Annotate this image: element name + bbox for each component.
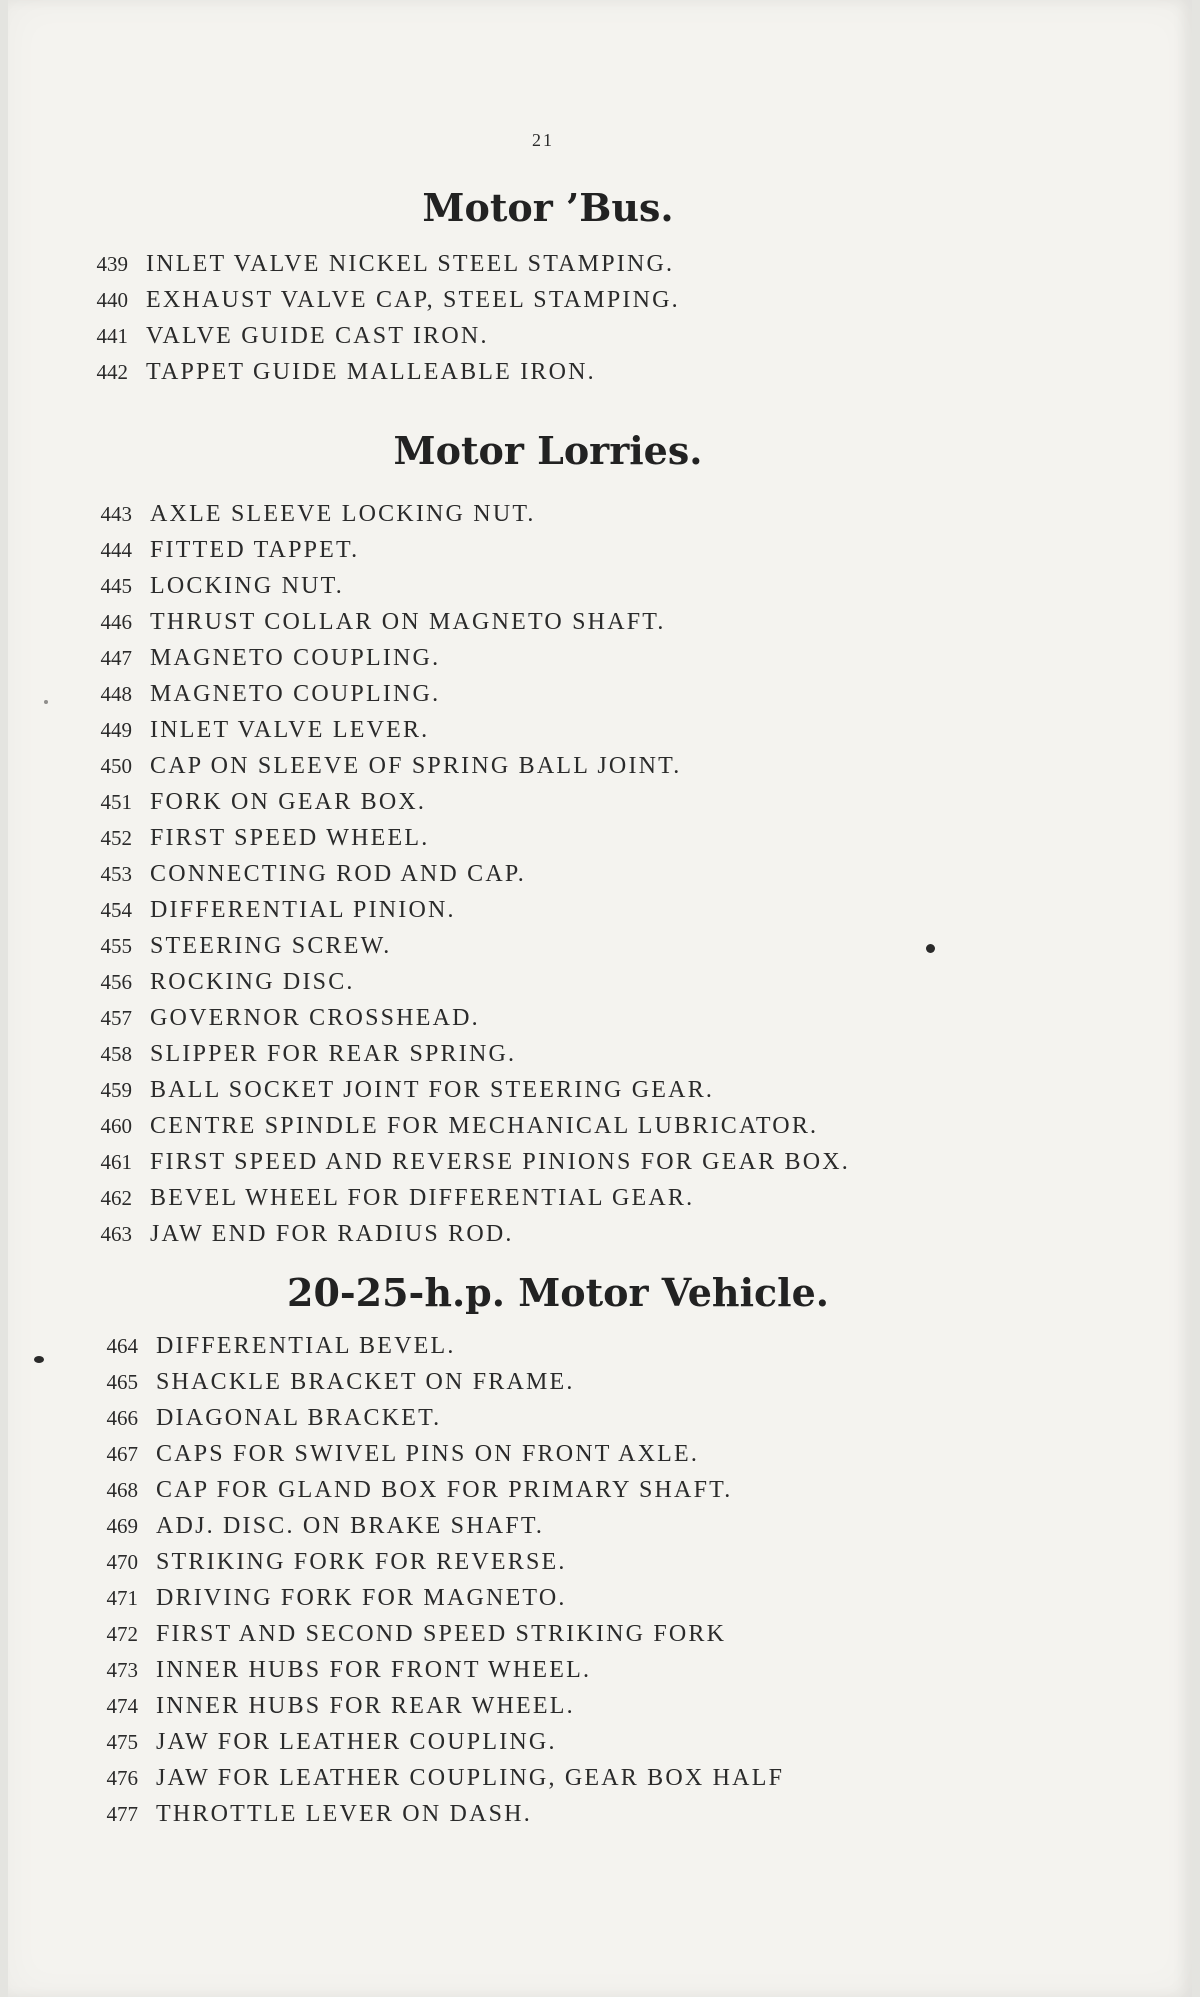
section-title-20-25-hp-motor-vehicle: 20-25-h.p. Motor Vehicle. — [287, 1270, 829, 1315]
list-item — [84, 1072, 850, 1108]
item-number: 464 — [106, 1334, 138, 1358]
item-description: BEVEL WHEEL FOR DIFFERENTIAL GEAR. — [150, 1185, 695, 1211]
item-number: 441 — [96, 324, 128, 348]
list-item — [90, 1580, 784, 1616]
list-item — [84, 820, 850, 856]
page-number: 21 — [532, 130, 554, 150]
item-description: JAW FOR LEATHER COUPLING. — [156, 1729, 557, 1755]
item-number: 475 — [106, 1730, 138, 1754]
list-item — [90, 1724, 784, 1760]
item-number: 453 — [100, 862, 132, 886]
item-number: 471 — [106, 1586, 138, 1610]
item-description: CAP ON SLEEVE OF SPRING BALL JOINT. — [150, 753, 682, 779]
item-description: INNER HUBS FOR FRONT WHEEL. — [156, 1657, 592, 1683]
item-description: AXLE SLEEVE LOCKING NUT. — [150, 501, 536, 527]
item-description: EXHAUST VALVE CAP, STEEL STAMPING. — [146, 287, 680, 313]
item-number: 459 — [100, 1078, 132, 1102]
list-item — [84, 1108, 850, 1144]
item-number: 463 — [100, 1222, 132, 1246]
item-number: 457 — [100, 1006, 132, 1030]
item-number: 442 — [96, 360, 128, 384]
item-number: 452 — [100, 826, 132, 850]
list-item — [84, 496, 850, 532]
item-number: 476 — [106, 1766, 138, 1790]
section-list-motor-bus — [80, 246, 680, 390]
list-item — [90, 1544, 784, 1580]
item-number: 467 — [106, 1442, 138, 1466]
list-item — [90, 1328, 784, 1364]
item-description: FIRST SPEED WHEEL. — [150, 825, 430, 851]
item-description: VALVE GUIDE CAST IRON. — [146, 323, 489, 349]
item-description: FIRST SPEED AND REVERSE PINIONS FOR GEAR BOX. — [150, 1149, 850, 1175]
item-description: MAGNETO COUPLING. — [150, 681, 441, 707]
item-number: 439 — [96, 252, 128, 276]
item-number: 473 — [106, 1658, 138, 1682]
item-description: THRUST COLLAR ON MAGNETO SHAFT. — [150, 609, 666, 635]
list-item — [84, 856, 850, 892]
item-number: 477 — [106, 1802, 138, 1826]
item-number: 448 — [100, 682, 132, 706]
item-description: INNER HUBS FOR REAR WHEEL. — [156, 1693, 575, 1719]
item-description: STRIKING FORK FOR REVERSE. — [156, 1549, 567, 1575]
item-description: GOVERNOR CROSSHEAD. — [150, 1005, 480, 1031]
item-description: THROTTLE LEVER ON DASH. — [156, 1801, 532, 1827]
item-number: 462 — [100, 1186, 132, 1210]
item-description: BALL SOCKET JOINT FOR STEERING GEAR. — [150, 1077, 715, 1103]
item-description: FIRST AND SECOND SPEED STRIKING FORK — [156, 1621, 727, 1647]
list-item — [80, 318, 680, 354]
item-description: DIAGONAL BRACKET. — [156, 1405, 442, 1431]
list-item — [84, 1180, 850, 1216]
item-description: INLET VALVE NICKEL STEEL STAMPING. — [146, 251, 675, 277]
list-item — [90, 1760, 784, 1796]
catalogue-page — [8, 0, 1192, 1997]
item-number: 468 — [106, 1478, 138, 1502]
list-item — [80, 282, 680, 318]
list-item — [84, 892, 850, 928]
item-number: 444 — [100, 538, 132, 562]
item-description: CONNECTING ROD AND CAP. — [150, 861, 526, 887]
list-item — [84, 784, 850, 820]
item-number: 466 — [106, 1406, 138, 1430]
item-number: 440 — [96, 288, 128, 312]
list-item — [84, 1144, 850, 1180]
item-description: ROCKING DISC. — [150, 969, 355, 995]
item-description: MAGNETO COUPLING. — [150, 645, 441, 671]
list-item — [90, 1616, 784, 1652]
section-list-motor-lorries — [84, 496, 850, 1252]
item-number: 450 — [100, 754, 132, 778]
list-item — [84, 964, 850, 1000]
item-description: SHACKLE BRACKET ON FRAME. — [156, 1369, 575, 1395]
item-description: JAW END FOR RADIUS ROD. — [150, 1221, 514, 1247]
section-title-motor-lorries: Motor Lorries. — [393, 428, 703, 473]
item-description: JAW FOR LEATHER COUPLING, GEAR BOX HALF — [156, 1765, 785, 1791]
list-item — [84, 604, 850, 640]
list-item — [84, 1036, 850, 1072]
item-description: ADJ. DISC. ON BRAKE SHAFT. — [156, 1513, 545, 1539]
item-description: TAPPET GUIDE MALLEABLE IRON. — [146, 359, 596, 385]
item-description: DRIVING FORK FOR MAGNETO. — [156, 1585, 567, 1611]
list-item — [90, 1688, 784, 1724]
item-number: 458 — [100, 1042, 132, 1066]
item-description: FITTED TAPPET. — [150, 537, 360, 563]
section-list-20-25-hp-motor-vehicle — [90, 1328, 784, 1832]
item-description: SLIPPER FOR REAR SPRING. — [150, 1041, 517, 1067]
list-item — [84, 640, 850, 676]
item-number: 451 — [100, 790, 132, 814]
item-number: 447 — [100, 646, 132, 670]
list-item — [80, 354, 680, 390]
ink-speck — [34, 1356, 44, 1363]
ink-speck — [926, 944, 935, 953]
item-number: 474 — [106, 1694, 138, 1718]
list-item — [84, 676, 850, 712]
item-number: 461 — [100, 1150, 132, 1174]
item-number: 446 — [100, 610, 132, 634]
list-item — [84, 1216, 850, 1252]
item-number: 445 — [100, 574, 132, 598]
ink-speck — [44, 700, 48, 704]
item-description: STEERING SCREW. — [150, 933, 392, 959]
list-item — [80, 246, 680, 282]
item-number: 456 — [100, 970, 132, 994]
list-item — [84, 712, 850, 748]
list-item — [84, 568, 850, 604]
item-number: 443 — [100, 502, 132, 526]
item-number: 470 — [106, 1550, 138, 1574]
list-item — [90, 1796, 784, 1832]
item-description: CAP FOR GLAND BOX FOR PRIMARY SHAFT. — [156, 1477, 733, 1503]
item-number: 449 — [100, 718, 132, 742]
item-number: 454 — [100, 898, 132, 922]
item-description: CENTRE SPINDLE FOR MECHANICAL LUBRICATOR. — [150, 1113, 819, 1139]
list-item — [90, 1652, 784, 1688]
list-item — [84, 748, 850, 784]
item-number: 472 — [106, 1622, 138, 1646]
item-description: FORK ON GEAR BOX. — [150, 789, 427, 815]
item-description: INLET VALVE LEVER. — [150, 717, 430, 743]
list-item — [90, 1400, 784, 1436]
item-description: LOCKING NUT. — [150, 573, 344, 599]
item-number: 465 — [106, 1370, 138, 1394]
section-title-motor-bus: Motor ’Bus. — [422, 185, 674, 230]
item-description: CAPS FOR SWIVEL PINS ON FRONT AXLE. — [156, 1441, 700, 1467]
list-item — [90, 1508, 784, 1544]
list-item — [90, 1472, 784, 1508]
list-item — [84, 928, 850, 964]
item-description: DIFFERENTIAL BEVEL. — [156, 1333, 456, 1359]
list-item — [90, 1364, 784, 1400]
list-item — [84, 532, 850, 568]
item-number: 455 — [100, 934, 132, 958]
item-description: DIFFERENTIAL PINION. — [150, 897, 456, 923]
item-number: 469 — [106, 1514, 138, 1538]
item-number: 460 — [100, 1114, 132, 1138]
list-item — [84, 1000, 850, 1036]
list-item — [90, 1436, 784, 1472]
